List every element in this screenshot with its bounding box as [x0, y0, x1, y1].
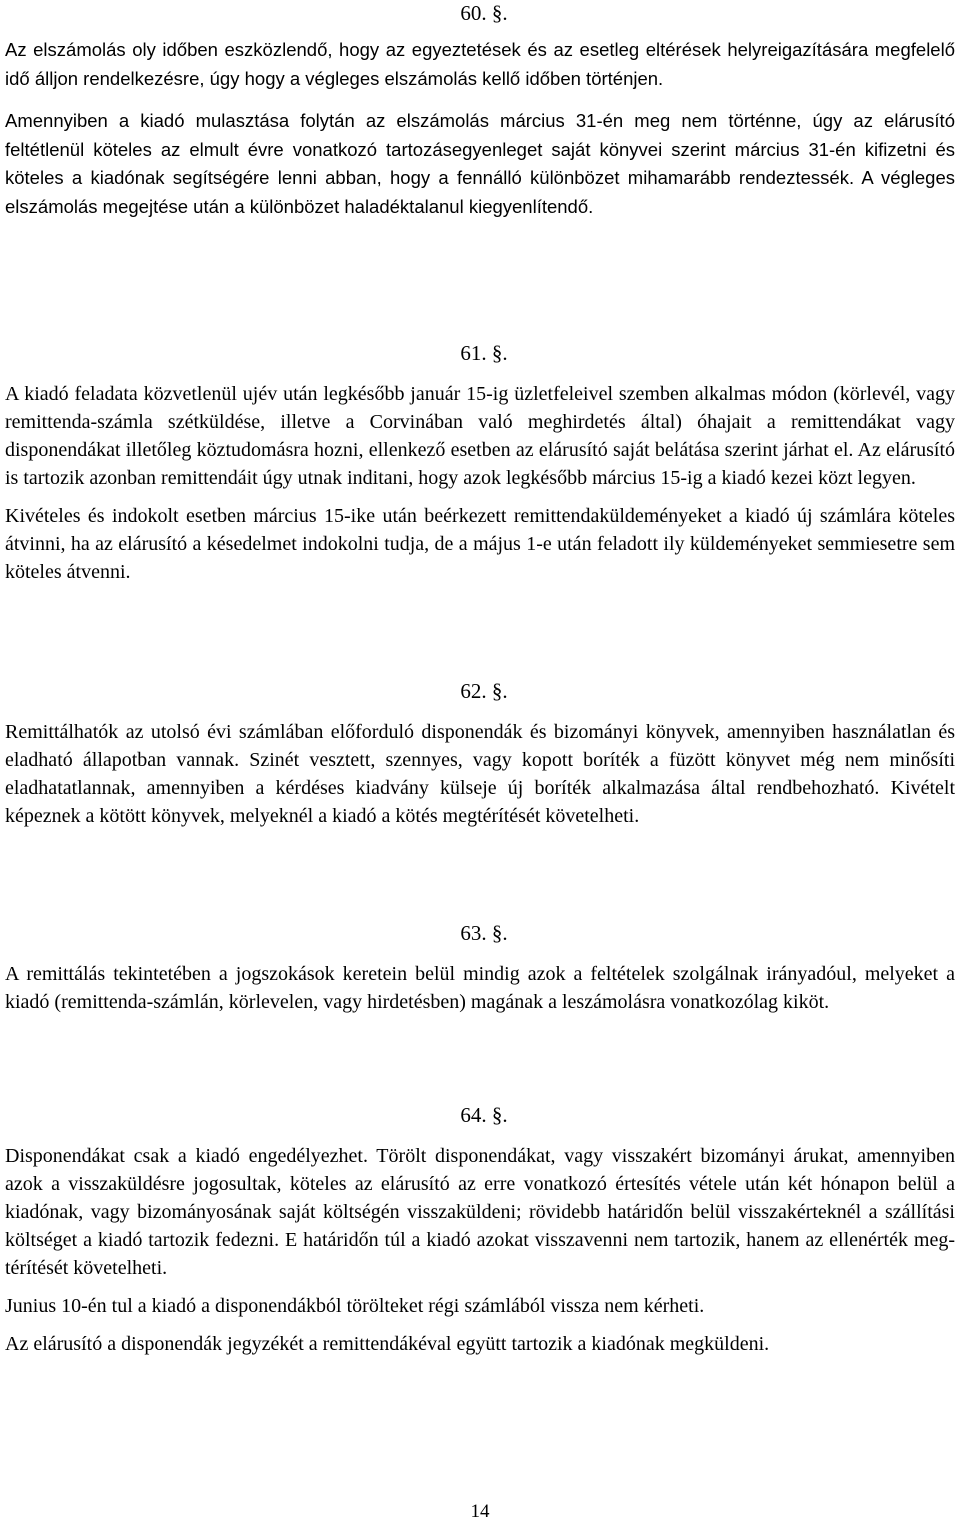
section-title: 61. §. [460, 341, 508, 365]
section-title: 62. §. [460, 679, 508, 703]
paragraph: Junius 10-én tul a kiadó a disponendákból törölteket régi számlából vissza nem kérheti. [5, 1295, 705, 1317]
paragraph: Az elárusító a disponendák jegyzékét a remittendákéval együtt tartozik a kiadónak megküldeni. [5, 1333, 770, 1355]
paragraph: A remittálás tekintetében a jogszokások keretein belül mindig azok a feltételek szolgálnak irányadóul, melyeket a kiadó (remittenda-számlán, körlevelen, vagy hirdetésben) magának a leszámolásra vonatkozólag kiköt. [5, 963, 955, 1013]
section-64 [5, 1102, 955, 1366]
section-61 [5, 340, 955, 594]
section-title: 63. §. [460, 921, 508, 945]
paragraph: Remittálhatók az utolsó évi számlában előforduló disponendák és bizományi könyvek, amennyiben használatlan és eladható állapotban vannak. Szinét vesztett, szennyes, vagy kopott boríték a füzött könyvet még nem minősíti eladhatatlannak, amennyiben a kérdéses kiadvány külseje új boríték alkalmazása által rendbehozható. Kivételt képeznek a kötött könyvek, melyeknél a kiadó a kötés megtérítését követelheti. [5, 721, 955, 827]
paragraph: Amennyiben a kiadó mulasztása folytán az elszámolás március 31-én meg nem történne, úgy az elárusító feltétlenül köteles az elmult évre vonatkozó tartozásegyenleget saját könyvei szerint március 31-én kifizetni és köteles a kiadónak segítségére lenni abban, hogy a fennálló különbözet mihamarább rendeztessék. A végleges elszámolás megejtése után a különbözet haladéktalanul kiegyenlítendő. [5, 110, 955, 217]
paragraph: A kiadó feladata közvetlenül ujév után legkésőbb január 15-ig üzletfeleivel szemben alkalmas módon (körlevél, vagy remittenda-számla szétküldése, illetve a Corvinában való meghirdetés által) óhajait a remittendákat vagy disponendákat illetőleg köztudomásra hozni, ellenkező esetben az elárusító saját belátása szerint járhat el. Az elárusító is tartozik azonban remittendáit úgy utnak inditani, hogy azok legkésőbb március 15-ig a kiadó kezei közt legyen. [5, 383, 955, 489]
page-number: 14 [470, 1501, 490, 1522]
section-title: 60. §. [460, 1, 508, 25]
section-60 [5, 0, 955, 229]
section-title: 64. §. [460, 1103, 508, 1127]
paragraph: Kivételes és indokolt esetben március 15-ike után beérkezett remittendaküldeményeket a kiadó új számlára köteles átvinni, ha az elárusító a késedelmet indokolni tudja, de a május 1-e után feladott ily küldeményeket semmiesetre sem köteles átvenni. [5, 505, 955, 583]
section-62 [5, 678, 955, 838]
section-63 [5, 920, 955, 1024]
paragraph: Disponendákat csak a kiadó engedélyezhet. Törölt disponendákat, vagy visszakért bizományi árukat, amennyiben azok a visszaküldésre jogosultak, köteles az elárusító az erre vonatkozó értesítés vétele után két hónapon belül a kiadónak, vagy bizományosának saját költségén visszaküldeni; rövidebb határidőn belül visszakérteknél a szállítási költséget a kiadó tartozik fedezni. E határidőn túl a kiadó azokat visszavenni nem tartozik, hanem az ellenérték megtérítését követelheti. [5, 1145, 955, 1279]
paragraph: Az elszámolás oly időben eszközlendő, hogy az egyeztetések és az esetleg eltérések helyreigazítására megfelelő idő álljon rendelkezésre, úgy hogy a végleges elszámolás kellő időben történjen. [5, 39, 955, 89]
